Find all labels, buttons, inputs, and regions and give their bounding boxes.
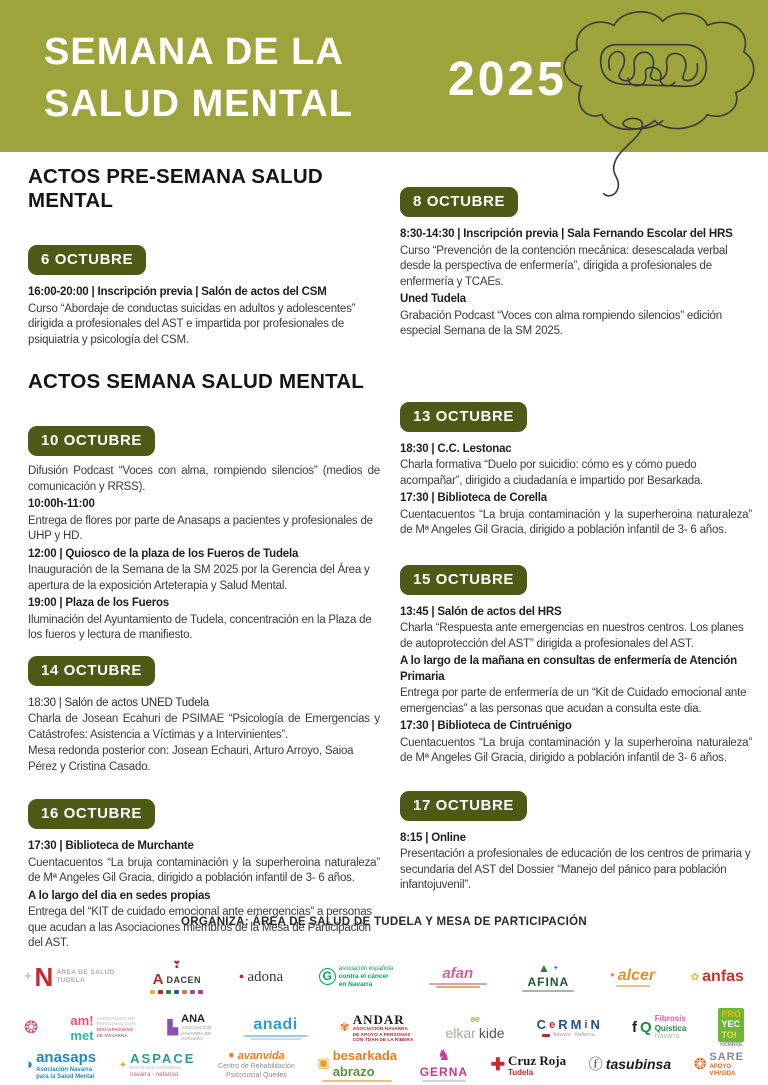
logo-text: ✦ — [118, 1059, 128, 1071]
logo-text: ● — [238, 971, 245, 982]
logo-text-stack — [181, 1013, 211, 1043]
logo-text: Fibrosis — [654, 1014, 686, 1024]
logo-row — [589, 1057, 671, 1072]
event-line: Entrega de flores por parte de Anasaps a pacientes y profesionales de UHP y HD. — [28, 514, 373, 542]
logo-sare-apoyo-vih-sida — [694, 1051, 744, 1078]
logo-text: elkar — [445, 1024, 476, 1041]
logo-text: N — [590, 1016, 600, 1032]
logo-text: PRO — [721, 1008, 741, 1019]
logo-text: TUDELA — [56, 977, 86, 984]
event-line: 17:30 | Biblioteca de Cintruénigo — [400, 720, 572, 732]
logo-text: ✹ — [228, 1050, 235, 1060]
event-line: Charla de Josean Ecahuri de PSIMAE “Psicología de Emergencias y Catástrofes: Asistencia a Víctimas y a Intervinientes”. — [28, 713, 380, 741]
logo-row — [24, 1019, 38, 1038]
logo-text: DISCAPACIDAD — [96, 1028, 133, 1033]
logo-text: ♞ — [437, 1047, 451, 1065]
logo-text: para la Salud Mental — [36, 1073, 95, 1080]
logo-row — [322, 1080, 392, 1082]
column-right — [400, 187, 752, 895]
logo-text-stack — [339, 966, 393, 988]
logo-mark — [174, 990, 179, 994]
logo-row — [442, 966, 473, 983]
logo-text-stack — [508, 1053, 566, 1078]
logo-text-stack — [353, 1012, 414, 1044]
logo-text: NAVARRA DE — [181, 1031, 212, 1037]
logo-text: ÁREA DE SALUD — [56, 969, 115, 977]
logo-text-stack — [655, 1014, 687, 1041]
logo-text: Navarra — [654, 1033, 680, 1041]
logo-row — [150, 990, 203, 994]
logo-text-stack — [56, 969, 114, 984]
event-block-oct15 — [400, 565, 752, 767]
logo-row — [491, 1053, 566, 1078]
organizer-line: ORGANIZA: ÁREA DE SALUD DE TUDELA Y MESA DE PARTICIPACIÓN — [181, 916, 587, 928]
logo-row — [173, 960, 181, 971]
date-badge-oct10: 10 OCTUBRE — [28, 426, 155, 456]
logo-text: APOYO — [709, 1064, 732, 1071]
logo-row — [226, 1072, 287, 1080]
logo-text: Quística — [654, 1023, 687, 1033]
logo-text: ▲ — [537, 960, 550, 975]
logo-text: kide — [478, 1024, 505, 1041]
logo-text: tasubinsa — [605, 1056, 672, 1073]
event-line: Mesa redonda posterior con: Josean Echauri, Arturo Arroyo, Saioa Pérez y Cristina Casado. — [28, 745, 354, 773]
event-line: 19:00 | Plaza de los Fueros — [28, 597, 169, 609]
logo-anfas — [691, 968, 744, 986]
date-badge-oct13: 13 OCTUBRE — [400, 402, 527, 432]
logo-row — [538, 962, 559, 975]
logo-text-stack — [97, 1017, 136, 1040]
event-line: A lo largo de la mañana en consultas de enfermería de Atención Primaria — [400, 655, 737, 683]
logo-row — [228, 1050, 285, 1062]
logo-text: A — [152, 971, 164, 989]
logo-text: alcer — [617, 966, 656, 984]
logo-text: Psicosocial Queiles — [226, 1072, 287, 1080]
event-line: Cuentacuentos “La bruja contaminación y la superheroina naturaleza” de Mª Angeles Gil Gracia, dirigido a población infantil de 3- 6 años. — [28, 856, 380, 884]
logo-text: adona — [247, 968, 284, 985]
event-line: Charla “Respuesta ante emergencias en nuestros centros. Los planes de autoprotección del AST” dirigida a profesionales del AST. — [400, 622, 744, 650]
logo-text: en Navarra — [338, 980, 373, 988]
logo-text: i — [584, 1018, 588, 1031]
logo-text: ● — [609, 970, 615, 980]
event-line: 8:15 | Online — [400, 831, 466, 844]
logo-text: AFINA — [527, 975, 570, 989]
logo-mark — [542, 1034, 550, 1037]
event-line: Charla formativa “Duelo por suicidio: cómo es y cómo puedo acompañar”, dirigido a ciudadanía e impartido por Besarkada. — [400, 459, 704, 487]
date-badge-oct6: 6 OCTUBRE — [28, 245, 146, 275]
logo-text: asociación española — [338, 965, 394, 972]
logo-text: ▙ — [167, 1019, 179, 1036]
logo-row — [420, 1066, 468, 1079]
brain-doodle-icon — [543, 6, 761, 201]
logo-row — [244, 1035, 308, 1037]
logo-text: ASOCIACIÓN DE — [96, 1016, 135, 1022]
logo-row — [70, 1013, 135, 1044]
event-line: Iluminación del Ayuntamiento de Tudela, concentración en la Plaza de los fueros y lectura de manifiesto. — [28, 613, 372, 641]
date-badge-oct15: 15 OCTUBRE — [400, 565, 527, 595]
logo-text: R — [558, 1016, 568, 1032]
logo-tasubinsa — [589, 1057, 671, 1072]
logo-row — [542, 1033, 595, 1039]
event-line: 17:30 | Biblioteca de Corella — [400, 492, 547, 504]
logo-gerna — [420, 1048, 468, 1082]
logo-elkarkide — [445, 1015, 504, 1041]
logo-text: afan — [442, 964, 474, 982]
event-line: Grabación Podcast “Voces con alma rompiendo silencios” edición especial Semana de la SM 2025. — [400, 309, 722, 337]
event-line: Entrega por parte de enfermería de un “Kit de Cuidado emocional ante emergencias” a las personas que acudan a consulta este dia. — [400, 687, 747, 715]
logo-row — [24, 963, 115, 992]
event-line: 12:00 | Quiosco de la plaza de los Fueros de Tudela — [28, 547, 299, 560]
logo-mark — [436, 986, 480, 988]
logo-avanvida — [218, 1050, 295, 1079]
column-left — [28, 165, 380, 953]
logo-row — [340, 1012, 414, 1044]
logo-text: Cruz Roja — [507, 1052, 567, 1068]
logo-text: DE NAVARRA — [96, 1033, 128, 1039]
logo-mark — [182, 990, 187, 994]
logo-text: TO! — [721, 1030, 737, 1041]
title-line1: SEMANA DE LA — [44, 31, 344, 73]
event-line: 18:30 | C.C. Lestonac — [400, 442, 512, 455]
logo-ana-autismo — [167, 1013, 211, 1043]
logo-text-stack — [36, 1049, 96, 1081]
event-line: 16:00-20:00 | Inscripción previa | Salón de actos del CSM — [28, 286, 327, 298]
logo-text: ◑ — [24, 1055, 34, 1073]
logo-row — [522, 990, 574, 992]
event-line: 8:30-14:30 | Inscripción previa | Sala Fernando Escolar del HRS — [400, 228, 733, 240]
logo-text: ANDAR — [352, 1011, 405, 1027]
logo-cruz-roja-tudela — [491, 1053, 566, 1078]
logo-fibrosis-quistica-navarra — [632, 1014, 686, 1041]
logo-emblema-circular — [24, 1019, 38, 1038]
logo-text: anasaps — [36, 1049, 97, 1067]
logo-area-salud-tudela — [24, 963, 115, 992]
logo-adacen — [150, 960, 203, 994]
logo-adona — [239, 969, 283, 986]
logo-row — [24, 1049, 96, 1081]
logo-text: ❣ — [172, 960, 182, 972]
logo-text: ✚ — [490, 1054, 505, 1074]
logo-text: avanvida — [237, 1050, 285, 1063]
date-badge-oct16: 16 OCTUBRE — [28, 799, 155, 829]
logo-row — [239, 969, 283, 986]
logo-row — [319, 966, 393, 988]
event-block-oct10 — [28, 426, 380, 644]
logo-text: C — [536, 1016, 547, 1032]
title-line2: SALUD MENTAL — [44, 83, 353, 125]
logo-text: Asociación Navarra — [36, 1066, 93, 1073]
logo-text: am! — [70, 1012, 94, 1028]
logo-row — [528, 976, 570, 989]
logo-row — [537, 1018, 600, 1032]
logo-text: ASOCIACIÓN — [181, 1026, 212, 1031]
event-block-oct14 — [28, 656, 380, 776]
date-badge-oct8: 8 OCTUBRE — [400, 187, 518, 217]
event-line: Cuentacuentos “La bruja contaminación y la superheroina naturaleza” de Mª Angeles Gil Gracia, dirigido a población infantil de 3- 6 años. — [400, 508, 752, 536]
logo-text-stack — [709, 1051, 744, 1078]
logo-text: DE APOYO A PERSONAS — [352, 1032, 411, 1038]
logo-row — [429, 983, 487, 985]
logo-text: ASPACE — [130, 1050, 196, 1066]
event-line: Entrega del “KIT de cuidado emocional ante emergencias” a personas que acudan a las Asociaciones miembros de la Mesa de Participación del AST. — [28, 906, 372, 949]
logo-text: N — [34, 961, 54, 992]
event-block-oct8 — [400, 187, 752, 340]
logo-anadi — [244, 1016, 308, 1040]
logo-mark — [198, 990, 203, 994]
logo-text: Centro de Rehabilitación — [218, 1063, 295, 1071]
logo-alcer — [610, 967, 655, 988]
logo-text: AUTISMO — [181, 1037, 203, 1043]
logo-row — [445, 1026, 504, 1041]
logo-text: f — [632, 1018, 638, 1036]
logo-mark — [429, 983, 487, 985]
logo-text: e — [549, 1018, 556, 1031]
year-label: 2025 — [448, 53, 567, 106]
event-block-oct16 — [28, 799, 380, 952]
logo-mark — [250, 1038, 302, 1040]
event-line: Curso “Abordaje de conductas suicidas en adultos y adolescentes” dirigida a profesionales del AST e impartida por profesionales de psiquiatría y psicología del CSM. — [28, 302, 356, 346]
section-heading-week: ACTOS SEMANA SALUD MENTAL — [28, 370, 365, 393]
logo-andar — [340, 1012, 414, 1044]
logo-aecc-navarra — [319, 966, 393, 988]
logo-text: navarra - nafarroa — [130, 1071, 179, 1078]
logo-besarkada-abrazo — [317, 1048, 397, 1082]
logo-mark — [158, 990, 163, 994]
logo-row-1 — [24, 946, 744, 1008]
logo-row — [616, 985, 650, 987]
logo-text-stack — [718, 1008, 744, 1042]
section-heading-pre-week: ACTOS PRE-SEMANA SALUD MENTAL — [28, 165, 323, 212]
logo-text: SARE — [709, 1051, 744, 1064]
event-line: 18:30 | Salón de actos UNED Tudela — [28, 696, 209, 709]
logo-text: GERNA — [419, 1064, 469, 1079]
logo-row — [253, 1016, 297, 1034]
logo-row — [250, 1038, 302, 1040]
logo-text: PERSONAS CON — [96, 1022, 136, 1028]
logo-row — [153, 972, 201, 989]
logo-row — [422, 1080, 466, 1082]
logo-row — [691, 968, 744, 986]
logo-text: besarkada — [332, 1048, 398, 1064]
logo-mark — [244, 1035, 308, 1037]
logo-text: CON TDAH DE LA RIBERA — [352, 1038, 414, 1044]
logo-amimet — [70, 1013, 135, 1044]
logo-text: PARÁLISIS CEREBRAL — [130, 1066, 182, 1072]
logo-row — [694, 1051, 744, 1078]
logo-aspace-navarra — [119, 1051, 196, 1079]
logo-row — [119, 1051, 196, 1079]
logo-text: ▣ — [317, 1055, 330, 1071]
logo-text: abrazo — [332, 1063, 375, 1079]
logo-text: ❂ — [24, 1017, 39, 1037]
logo-mark — [166, 990, 171, 994]
logo-row — [436, 986, 480, 988]
date-badge-oct17: 17 OCTUBRE — [400, 791, 527, 821]
logo-mark — [616, 985, 650, 987]
logo-row-2 — [24, 1006, 744, 1050]
event-line: Inauguración de la Semana de la SM 2025 por la Gerencia del Área y apertura de la exposición Arteterapia y Salud Mental. — [28, 564, 370, 592]
poster-title — [44, 26, 353, 130]
logo-text: Navarra · Nafarroa — [552, 1031, 595, 1038]
logo-text-stack — [333, 1048, 397, 1079]
logo-text: met — [70, 1028, 94, 1043]
logo-text: anadi — [253, 1016, 298, 1034]
logo-text: ✦ — [552, 964, 559, 972]
logo-text-stack — [130, 1051, 195, 1079]
logo-text: ǝe — [469, 1013, 480, 1024]
logo-text: contra el cáncer — [338, 972, 389, 980]
event-line: Difusión Podcast “Voces con alma, rompiendo silencios” (medios de comunicación y RRSS). — [28, 465, 380, 493]
logo-row — [632, 1014, 686, 1041]
logo-mark — [150, 990, 155, 994]
logo-text: YEC — [721, 1019, 740, 1030]
logo-text: DACEN — [166, 974, 201, 985]
event-line: Curso “Prevención de la contención mecánica: desescalada verbal desde la perspectiva de enfermería”, dirigida a profesionales de enfermería y TCAEs. — [400, 244, 728, 288]
logo-text: VIH/SIDA — [709, 1071, 736, 1078]
event-line: 10:00h-11:00 — [28, 498, 95, 510]
logo-text: anfas — [702, 968, 744, 986]
logo-text: Q — [640, 1018, 652, 1036]
logo-mark — [190, 990, 195, 994]
logo-text: ⓕ — [588, 1056, 603, 1073]
logo-row — [437, 1048, 450, 1065]
event-line: 17:30 | Biblioteca de Murchante — [28, 840, 194, 852]
logo-text: Tudela — [507, 1067, 534, 1077]
logo-afina — [522, 962, 574, 992]
logo-text-stack — [70, 1013, 93, 1044]
event-block-oct13 — [400, 402, 752, 539]
event-line: Uned Tudela — [400, 293, 466, 305]
logo-row — [610, 967, 655, 985]
logo-mark — [422, 1080, 466, 1082]
logo-text: ASOCIACIÓN NAVARRA — [352, 1027, 408, 1033]
logo-text: HOMBRE — [720, 1041, 743, 1048]
logo-text: ✿ — [690, 971, 700, 983]
event-block-oct6 — [28, 245, 380, 348]
event-line: Cuentacuentos “La bruja contaminación y la superheroina naturaleza” de Mª Angeles Gil Gracia, dirigido a población infantil de 3- 6 años. — [400, 736, 752, 764]
logo-text: ✾ — [339, 1020, 350, 1035]
logo-mark — [522, 990, 574, 992]
logo-text: ANA — [181, 1013, 205, 1026]
logo-text: ✚ — [24, 971, 32, 982]
logo-text: M — [570, 1016, 582, 1032]
logo-row — [317, 1048, 397, 1079]
event-line: Presentación a profesionales de educación de los centros de primaria y secundaria del AST del Dossier “Manejo del pánico para población infantojuvenil”. — [400, 848, 751, 891]
event-line: A lo largo del dia en sedes propias — [28, 889, 211, 902]
logo-row — [167, 1013, 211, 1043]
event-block-oct17 — [400, 791, 752, 894]
logo-text: G — [319, 968, 336, 985]
logo-row-3 — [24, 1048, 744, 1082]
logo-row — [718, 1008, 744, 1042]
logo-text: ❂ — [693, 1055, 707, 1073]
date-badge-oct14: 14 OCTUBRE — [28, 656, 155, 686]
logo-row — [470, 1015, 480, 1025]
logo-anasaps — [24, 1049, 96, 1081]
event-line: 13:45 | Salón de actos del HRS — [400, 605, 562, 618]
logo-row — [218, 1063, 295, 1071]
logo-mark — [322, 1080, 392, 1082]
logo-proyecto-hombre — [718, 1008, 744, 1048]
logo-afan — [429, 966, 487, 989]
logo-cermin — [537, 1018, 600, 1039]
